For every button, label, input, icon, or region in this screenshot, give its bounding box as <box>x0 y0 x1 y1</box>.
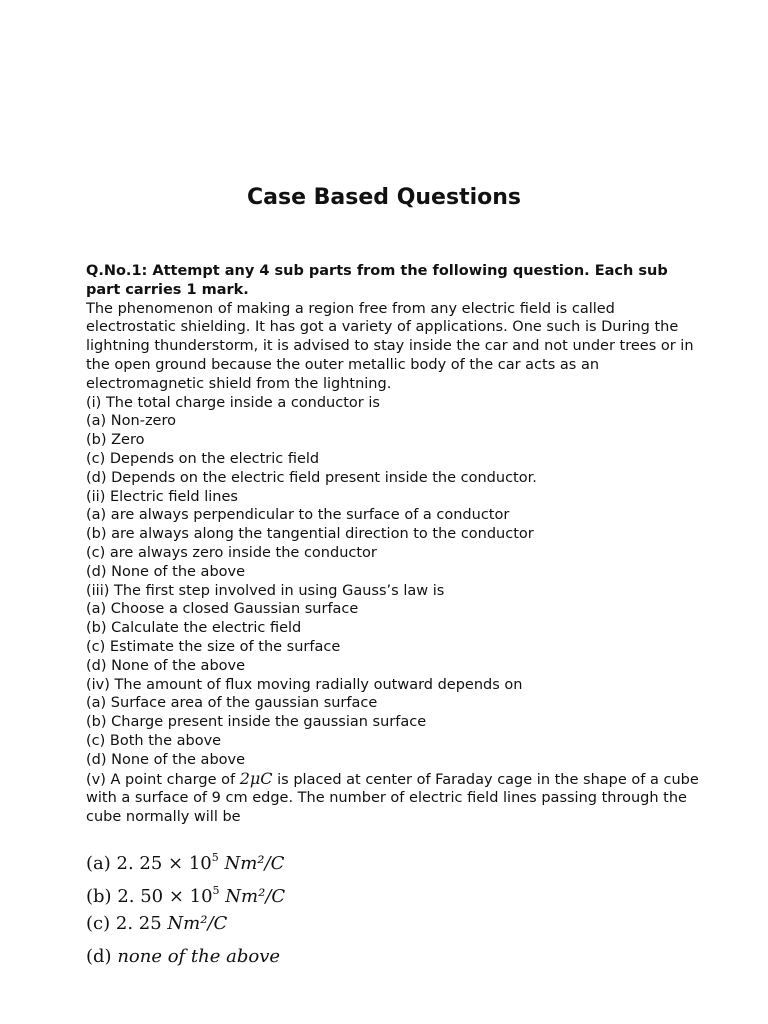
question-v <box>86 770 701 827</box>
option-line: (b) Calculate the electric field <box>86 620 302 637</box>
option-line: (a) are always perpendicular to the surface of a conductor <box>86 507 510 524</box>
math-option-d <box>86 941 686 974</box>
option-line: (b) Charge present inside the gaussian surface <box>86 714 427 731</box>
question-v-suffix: is placed at center of Faraday cage in the shape of a cube with a surface of 9 cm edge. The number of electric field lines passing through the cube normally will be <box>86 771 699 826</box>
question-v-prefix: (v) A point charge of <box>86 771 240 788</box>
question-line: (i) The total charge inside a conductor is <box>86 394 380 411</box>
option-line: (d) Depends on the electric field present inside the conductor. <box>86 469 537 486</box>
option-line: (d) None of the above <box>86 657 246 674</box>
option-exponent: 5 <box>211 851 219 864</box>
option-label: (b) <box>86 885 112 907</box>
option-line: (a) Surface area of the gaussian surface <box>86 695 378 712</box>
option-line: (a) Choose a closed Gaussian surface <box>86 601 359 618</box>
option-value: 2. 25 <box>115 913 162 934</box>
option-value: 2. 50 × 10 <box>117 885 213 907</box>
option-line: (b) Zero <box>86 432 145 449</box>
option-line: (c) Both the above <box>86 732 222 749</box>
option-unit: Nm²/C <box>167 913 228 934</box>
question-line: (iii) The first step involved in using Gauss’s law is <box>86 582 445 599</box>
option-line: (a) Non-zero <box>86 413 176 430</box>
option-label: (c) <box>86 913 111 934</box>
math-option-a <box>86 843 686 876</box>
option-line: (c) Depends on the electric field <box>86 450 320 467</box>
option-line: (d) None of the above <box>86 563 246 580</box>
math-option-c <box>86 908 686 941</box>
question-body <box>86 262 701 827</box>
question-line: (iv) The amount of flux moving radially outward depends on <box>86 676 523 693</box>
option-line: (b) are always along the tangential direction to the conductor <box>86 526 534 543</box>
math-options <box>86 843 686 973</box>
charge-value: 2μC <box>239 768 273 788</box>
option-unit: Nm²/C <box>224 853 285 874</box>
option-unit: Nm²/C <box>225 885 286 907</box>
math-option-b <box>86 876 686 909</box>
option-label: (d) <box>86 945 112 967</box>
option-label: (a) <box>86 853 111 874</box>
question-line: (ii) Electric field lines <box>86 488 238 505</box>
option-line: (d) None of the above <box>86 751 246 768</box>
page-title: Case Based Questions <box>246 185 521 210</box>
option-text: none of the above <box>117 945 281 967</box>
option-value: 2. 25 × 10 <box>116 853 212 874</box>
passage: The phenomenon of making a region free from any electric field is called electrostatic shielding. It has got a variety of applications. One such is During the lightning thunderstorm, it is advised to stay inside the car and not under trees or in the open ground because the outer metallic body of the car acts as an electromagnetic shield from the lightning. <box>86 300 694 392</box>
option-line: (c) are always zero inside the conductor <box>86 544 377 561</box>
option-exponent: 5 <box>212 883 220 897</box>
question-heading: Q.No.1: Attempt any 4 sub parts from the following question. Each sub part carries 1 mark. <box>86 263 668 298</box>
option-line: (c) Estimate the size of the surface <box>86 638 341 655</box>
